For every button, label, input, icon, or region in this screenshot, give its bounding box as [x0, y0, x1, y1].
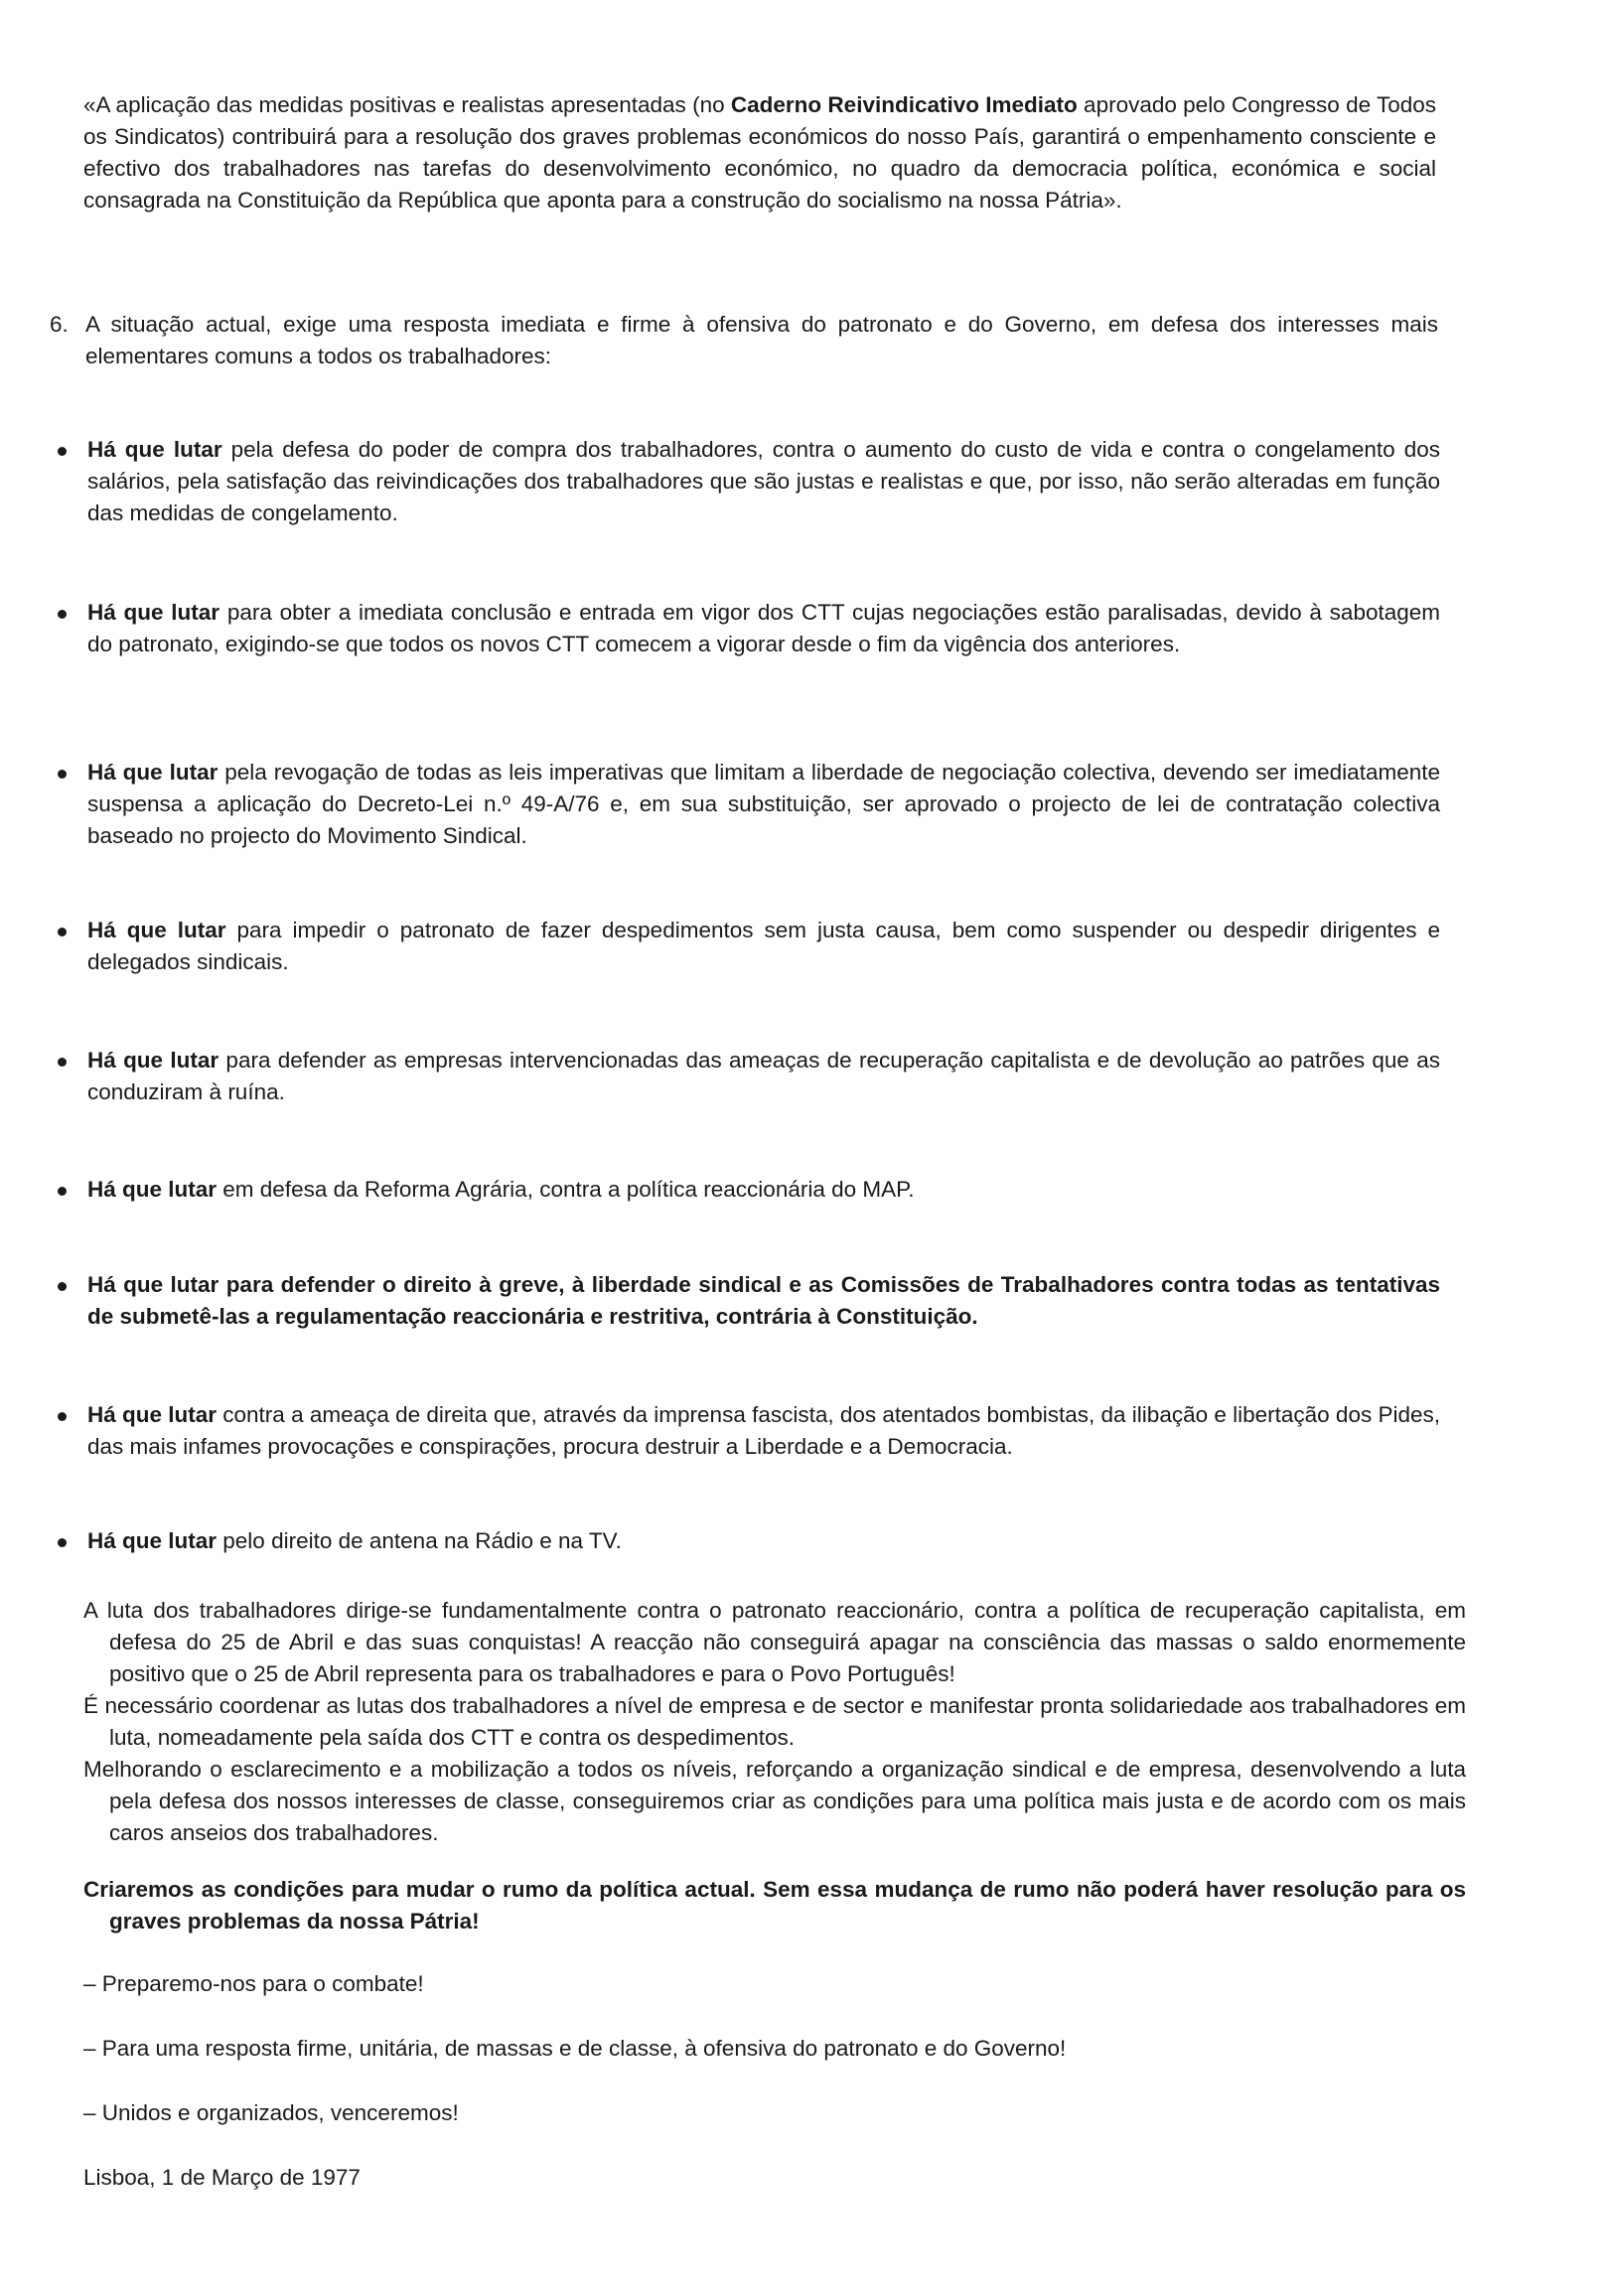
- bullet-9-lead: Há que lutar: [87, 1528, 218, 1553]
- bullet-3: [87, 757, 1440, 852]
- quote-paragraph: [83, 89, 1436, 216]
- bullet-dot: [58, 1058, 67, 1067]
- bullet-7: [87, 1269, 1440, 1333]
- bullet-5-text: para defender as empresas intervencionadas das ameaças de recuperação capitalista e de devolução ao patrões que as conduziram à ruína.: [87, 1048, 1440, 1104]
- bullet-dot: [58, 610, 67, 619]
- slogan-1: – Preparemo-nos para o combate!: [83, 1971, 424, 1996]
- bullet-2-text: para obter a imediata conclusão e entrada em vigor dos CTT cujas negociações estão paralisadas, devido à sabotagem do patronato, exigindo-se que todos os novos CTT comecem a vigorar desde o fim da vigência dos anteriores.: [87, 600, 1440, 656]
- bullet-2: [87, 597, 1440, 660]
- bullet-1-text: pela defesa do poder de compra dos trabalhadores, contra o aumento do custo de vida e contra o congelamento dos salários, pela satisfação das reivindicações dos trabalhadores que são justas e realistas e que, por isso, não serão alteradas em função das medidas de congelamento.: [87, 437, 1440, 525]
- bullet-4-lead: Há que lutar: [87, 918, 226, 942]
- paragraph-improving: Melhorando o esclarecimento e a mobilização a todos os níveis, reforçando a organização sindical e de empresa, desenvolvendo a luta pela defesa dos nossos interesses de classe, conseguiremos criar as condições para uma política mais justa e de acordo com os mais caros anseios dos trabalhadores.: [83, 1757, 1466, 1845]
- slogan-3: – Unidos e organizados, venceremos!: [83, 2100, 459, 2125]
- bullet-9-text: pelo direito de antena na Rádio e na TV.: [217, 1528, 622, 1553]
- bullet-1-lead: Há que lutar: [87, 437, 222, 462]
- bullet-dot: [58, 1187, 67, 1196]
- bullet-8: [87, 1399, 1440, 1463]
- paragraph-struggle: A luta dos trabalhadores dirige-se fundamentalmente contra o patronato reaccionário, contra a política de recuperação capitalista, em defesa do 25 de Abril e das suas conquistas! A reacção não conseguirá apagar na consciência das massas o saldo enormemente positivo que o 25 de Abril representa para os trabalhadores e para o Povo Português!: [83, 1598, 1466, 1686]
- bullet-dot: [58, 1412, 67, 1421]
- item-6-text: A situação actual, exige uma resposta imediata e firme à ofensiva do patronato e do Governo, em defesa dos interesses mais elementares comuns a todos os trabalhadores:: [85, 312, 1438, 368]
- slogan-2: – Para uma resposta firme, unitária, de massas e de classe, à ofensiva do patronato e do Governo!: [83, 2036, 1067, 2061]
- item-6-number: 6.: [50, 312, 69, 337]
- bullet-5-lead: Há que lutar: [87, 1048, 219, 1073]
- quote-post: aprovado pelo Congresso de Todos os Sindicatos) contribuirá para a resolução dos graves problemas económicos do nosso País, garantirá o empenhamento consciente e efectivo dos trabalhadores nas tarefas do desenvolvimento económico, no quadro da democracia política, económica e social consagrada na Constituição da República que aponta para a construção do socialismo na nossa Pátria».: [83, 92, 1437, 213]
- paragraph-coordinate: É necessário coordenar as lutas dos trabalhadores a nível de empresa e de sector e manifestar pronta solidariedade aos trabalhadores em luta, nomeadamente pela saída dos CTT e contra os despedimentos.: [83, 1693, 1466, 1750]
- bullet-6: [87, 1174, 1440, 1206]
- bullet-dot: [58, 1538, 67, 1547]
- bullet-8-text: contra a ameaça de direita que, através da imprensa fascista, dos atentados bombistas, da ilibação e libertação dos Pides, das mais infames provocações e conspirações, procura destruir a Liberdade e a Democracia.: [87, 1402, 1440, 1459]
- document-date: Lisboa, 1 de Março de 1977: [83, 2165, 361, 2190]
- bold-conclusion: Criaremos as condições para mudar o rumo da política actual. Sem essa mudança de rumo não poderá haver resolução para os graves problemas da nossa Pátria!: [83, 1877, 1466, 1934]
- bullet-dot: [58, 1282, 67, 1291]
- bullet-6-text: em defesa da Reforma Agrária, contra a política reaccionária do MAP.: [217, 1177, 915, 1202]
- bullet-4-text: para impedir o patronato de fazer despedimentos sem justa causa, bem como suspender ou despedir dirigentes e delegados sindicais.: [87, 918, 1440, 974]
- bullet-dot: [58, 447, 67, 456]
- bullet-4: [87, 915, 1440, 978]
- bullet-dot: [58, 770, 67, 779]
- bullet-3-lead: Há que lutar: [87, 760, 219, 785]
- bullet-7-lead: Há que lutar para defender o direito à greve, à liberdade sindical e as Comissões de Trabalhadores contra todas as tentativas de submetê-las a regulamentação reaccionária e restritiva, contrária à Constituição.: [87, 1272, 1440, 1329]
- quote-pre: «A aplicação das medidas positivas e realistas apresentadas (no: [83, 92, 731, 117]
- bullet-1: [87, 434, 1440, 529]
- quote-bold: Caderno Reivindicativo Imediato: [730, 92, 1078, 117]
- bullet-6-lead: Há que lutar: [87, 1177, 218, 1202]
- bullet-3-text: pela revogação de todas as leis imperativas que limitam a liberdade de negociação colectiva, devendo ser imediatamente suspensa a aplicação do Decreto-Lei n.º 49-A/76 e, em sua substituição, ser aprovado o projecto de lei de contratação colectiva baseado no projecto do Movimento Sindical.: [87, 760, 1440, 848]
- bullet-9: [87, 1525, 1440, 1557]
- bullet-5: [87, 1045, 1440, 1108]
- bullet-2-lead: Há que lutar: [87, 600, 220, 625]
- bullet-dot: [58, 928, 67, 936]
- bullet-8-lead: Há que lutar: [87, 1402, 218, 1427]
